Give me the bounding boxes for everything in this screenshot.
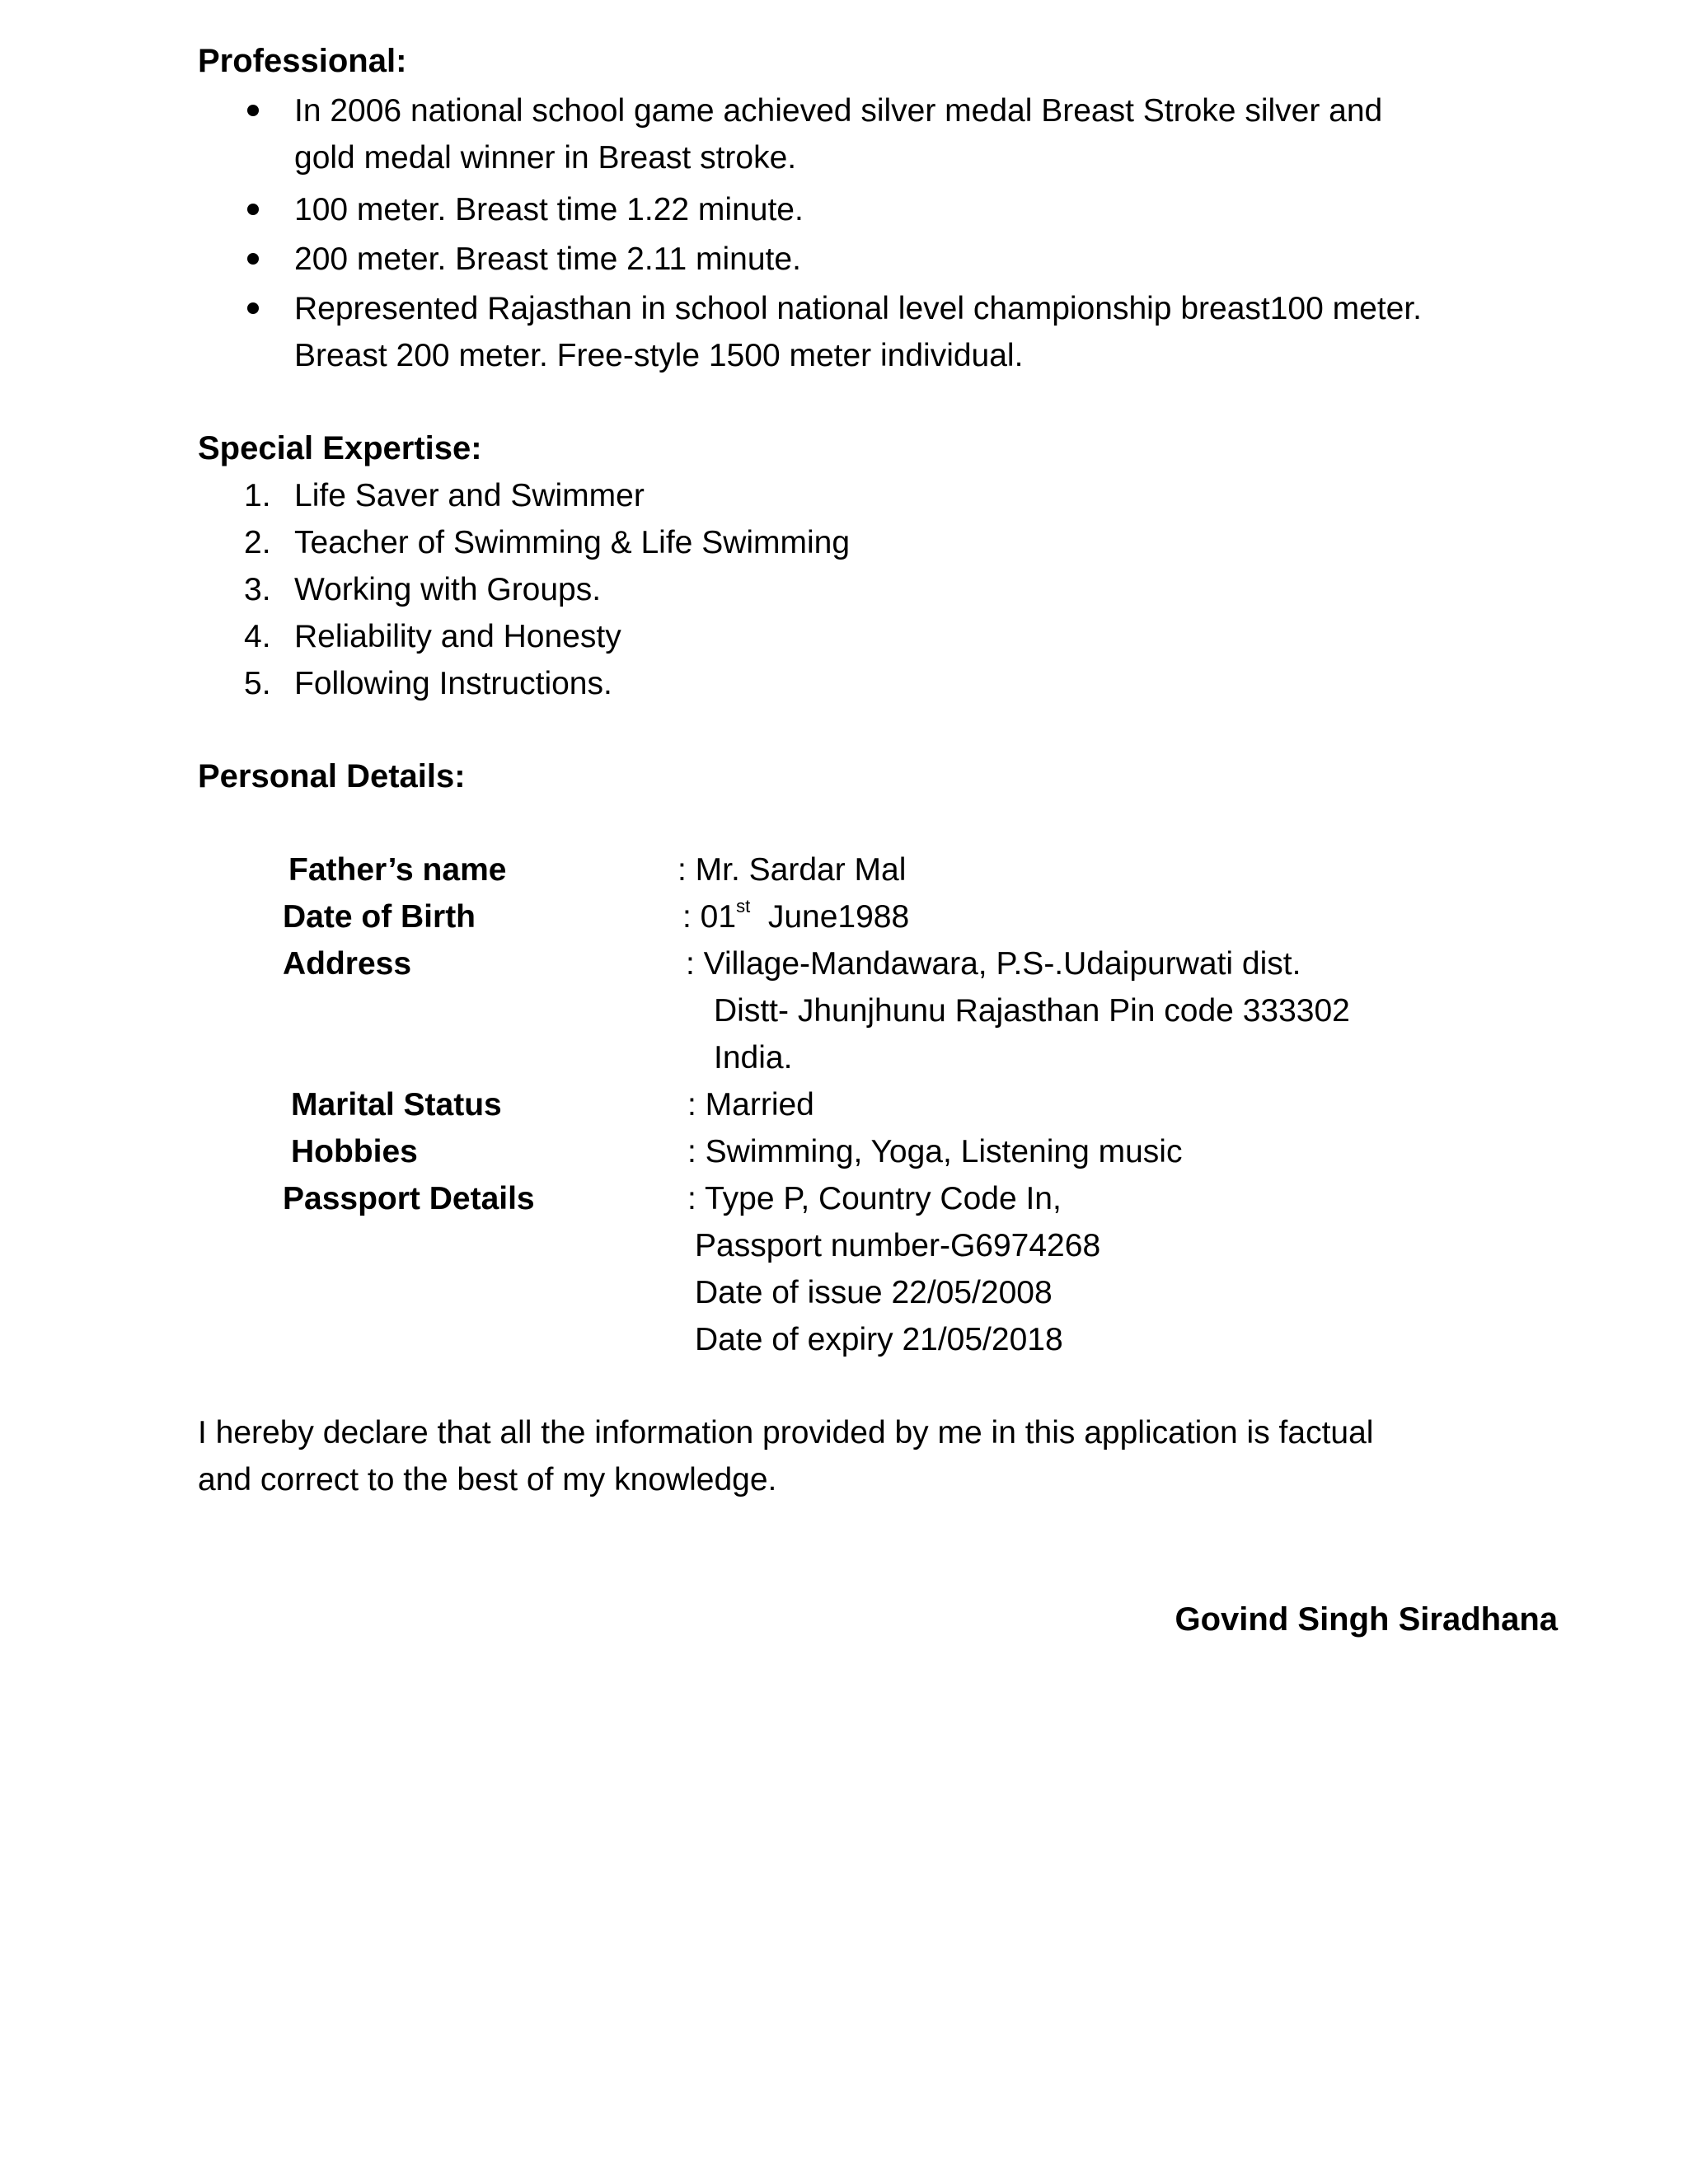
expertise-number: 2. <box>244 525 271 560</box>
expertise-item: Teacher of Swimming & Life Swimming <box>294 525 851 560</box>
passport-line-4: Date of expiry 21/05/2018 <box>695 1322 1063 1357</box>
dob-ordinal: st <box>736 896 751 916</box>
expertise-number: 4. <box>244 619 271 654</box>
dob-label: Date of Birth <box>283 899 476 935</box>
marital-status-value: : Married <box>687 1087 814 1122</box>
address-line-2: Distt- Jhunjhunu Rajasthan Pin code 333302 <box>714 993 1350 1029</box>
bullet-icon <box>247 105 259 116</box>
fathers-name-label: Father’s name <box>288 852 507 888</box>
signature-name: Govind Singh Siradhana <box>1175 1601 1558 1638</box>
marital-status-label: Marital Status <box>291 1087 502 1122</box>
personal-heading: Personal Details: <box>198 758 466 794</box>
bullet-icon <box>247 204 259 215</box>
professional-bullet-4-line1: Represented Rajasthan in school national level championship breast100 meter. <box>294 291 1423 326</box>
hobbies-label: Hobbies <box>291 1134 418 1169</box>
expertise-item: Life Saver and Swimmer <box>294 478 645 513</box>
fathers-name-value: : Mr. Sardar Mal <box>678 852 907 888</box>
address-label: Address <box>283 946 412 982</box>
expertise-heading: Special Expertise: <box>198 430 482 466</box>
professional-bullet-4-line2: Breast 200 meter. Free-style 1500 meter individual. <box>294 338 1024 373</box>
address-line-1: : Village-Mandawara, P.S-.Udaipurwati dist. <box>686 946 1301 982</box>
passport-line-2: Passport number-G6974268 <box>695 1228 1101 1263</box>
expertise-item: Working with Groups. <box>294 572 602 607</box>
passport-line-3: Date of issue 22/05/2008 <box>695 1275 1053 1310</box>
declaration-line-2: and correct to the best of my knowledge. <box>198 1462 777 1497</box>
professional-bullet-1-line1: In 2006 national school game achieved silver medal Breast Stroke silver and <box>294 93 1383 129</box>
passport-label: Passport Details <box>283 1181 535 1216</box>
bullet-icon <box>247 302 259 314</box>
address-line-3: India. <box>714 1040 793 1076</box>
expertise-item: Reliability and Honesty <box>294 619 621 654</box>
expertise-item: Following Instructions. <box>294 666 612 701</box>
professional-heading: Professional: <box>198 43 407 79</box>
professional-bullet-3: 200 meter. Breast time 2.11 minute. <box>294 241 801 277</box>
passport-line-1: : Type P, Country Code In, <box>687 1181 1062 1216</box>
bullet-icon <box>247 253 259 265</box>
expertise-number: 3. <box>244 572 271 607</box>
hobbies-value: : Swimming, Yoga, Listening music <box>687 1134 1183 1169</box>
dob-value <box>682 893 909 940</box>
professional-bullet-1-line2: gold medal winner in Breast stroke. <box>294 140 797 176</box>
dob-prefix: : 01 <box>682 899 737 935</box>
dob-suffix: June1988 <box>767 899 910 935</box>
declaration-line-1: I hereby declare that all the information provided by me in this application is factual <box>198 1415 1374 1451</box>
expertise-number: 1. <box>244 478 271 513</box>
expertise-number: 5. <box>244 666 271 701</box>
professional-bullet-2: 100 meter. Breast time 1.22 minute. <box>294 192 804 227</box>
